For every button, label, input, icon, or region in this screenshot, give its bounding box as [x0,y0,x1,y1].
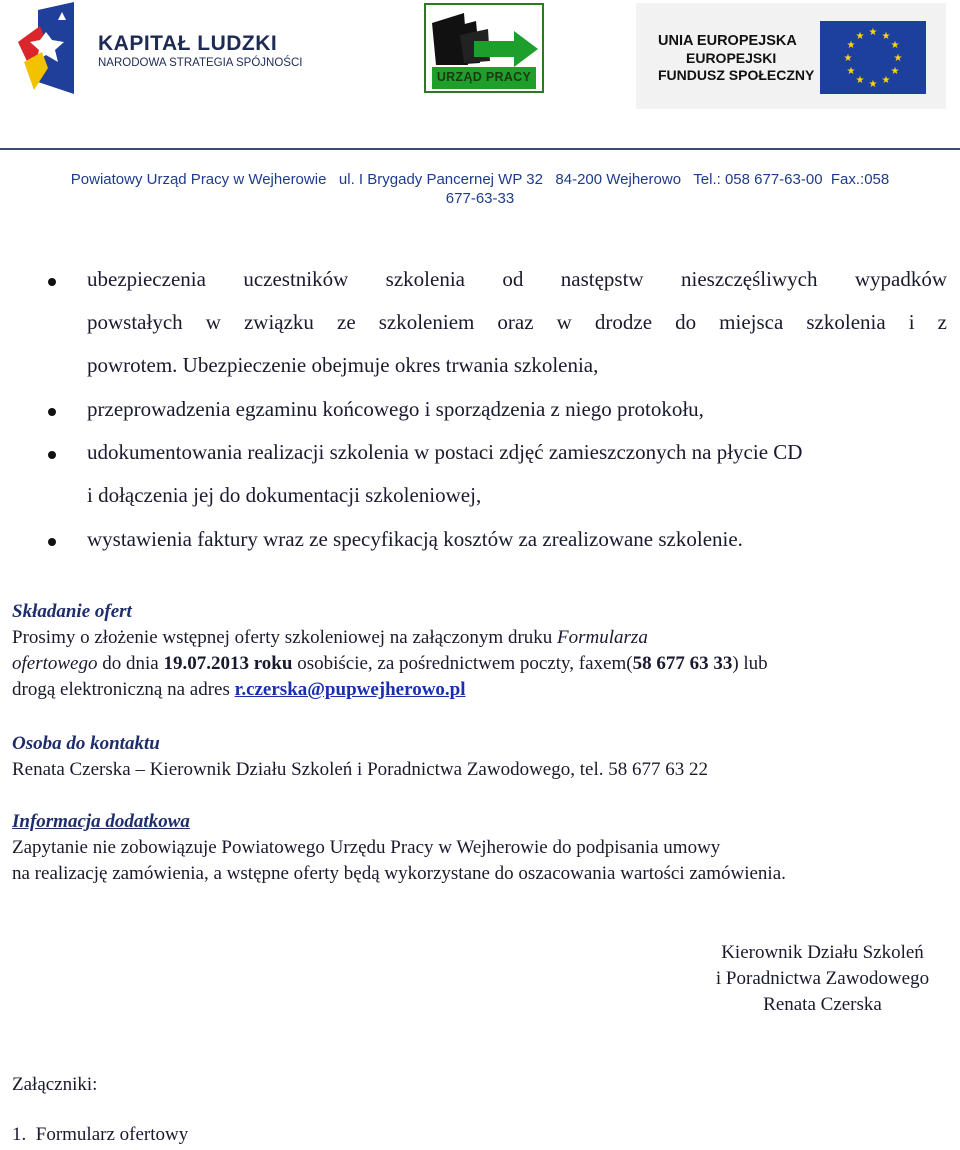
svg-text:★: ★ [868,79,878,90]
info-section [12,809,950,887]
header-divider [0,148,960,150]
contact-line-1: Powiatowy Urząd Pracy w Wejherowie ul. I Brygady Pancernej WP 32 84-200 Wejherowo Tel.: 058 677-63-00 Fax.:058 [70,171,890,188]
logo-bar [0,0,960,118]
info-text-1: Zapytanie nie zobowiązuje Powiatowego Urzędu Pracy w Wejherowie do podpisania umowy [12,837,721,858]
svg-text:★: ★ [890,40,900,51]
svg-text:★: ★ [868,27,878,38]
signature-line-1: Kierownik Działu Szkoleń [721,942,924,963]
list-item-text: ubezpieczenia uczestników szkolenia od następstw nieszczęśliwych wypadków [87,267,947,291]
contact-title: Osoba do kontaktu [12,733,160,754]
svg-text:★: ★ [890,66,900,77]
bullet-icon [48,408,56,416]
offers-text: osobiście, za pośrednictwem poczty, faxem( [292,653,633,674]
kapital-ludzki-logo [18,2,318,102]
attachments-title: Załączniki: [12,1074,98,1095]
offers-form-name-cont: ofertowego [12,653,98,674]
kapital-ludzki-emblem-icon [18,2,80,98]
signature-block [690,940,955,1018]
signature-name: Renata Czerska [763,994,882,1015]
svg-text:★: ★ [893,53,903,64]
list-item-text: wystawienia faktury wraz ze specyfikacją kosztów za zrealizowane szkolenie. [87,527,743,551]
svg-text:★: ★ [855,75,865,86]
ue-line1: UNIA EUROPEJSKA [658,33,797,49]
list-item-text: powstałych w związku ze szkoleniem oraz w drodze do miejsca szkolenia i z [87,310,947,334]
eu-flag-icon [820,21,926,94]
offers-fax: 58 677 63 33 [632,653,733,674]
offers-form-name: Formularza [557,627,648,648]
offers-text: do dnia [97,653,164,674]
attachment-item: 1. Formularz ofertowy [12,1124,189,1145]
offers-section [12,599,950,703]
svg-text:★: ★ [846,66,856,77]
contact-text: Renata Czerska – Kierownik Działu Szkoleń i Poradnictwa Zawodowego, tel. 58 677 63 22 [12,759,708,780]
bullet-icon [48,538,56,546]
svg-text:★: ★ [855,31,865,42]
svg-text:★: ★ [881,31,891,42]
signature-line-2: i Poradnictwa Zawodowego [715,968,930,989]
office-contact-header [0,170,960,208]
offers-text: ) lub [732,653,768,674]
svg-text:★: ★ [843,53,853,64]
ue-line3: FUNDUSZ SPOŁECZNY [658,67,815,83]
offers-text: Prosimy o złożenie wstępnej oferty szkoleniowej na załączonym druku [12,627,558,648]
email-link[interactable]: r.czerska@pupwejherowo.pl [234,679,466,700]
list-item-text: udokumentowania realizacji szkolenia w postaci zdjęć zamieszczonych na płycie CD [87,440,803,464]
kapital-ludzki-title: KAPITAŁ LUDZKI [98,32,278,55]
offers-title: Składanie ofert [12,601,132,622]
bullet-icon [48,451,56,459]
list-item-text: i dołączenia jej do dokumentacji szkoleniowej, [87,483,482,507]
list-item-text: przeprowadzenia egzaminu końcowego i sporządzenia z niego protokołu, [87,397,704,421]
ue-line2: EUROPEJSKI [686,50,777,66]
list-item-text: powrotem. Ubezpieczenie obejmuje okres trwania szkolenia, [87,353,599,377]
urzad-pracy-caption: URZĄD PRACY [436,70,532,84]
kapital-ludzki-subtitle: NARODOWA STRATEGIA SPÓJNOŚCI [98,57,303,69]
offers-deadline: 19.07.2013 roku [163,653,293,674]
info-title: Informacja dodatkowa [12,811,190,832]
info-text-2: na realizację zamówienia, a wstępne oferty będą wykorzystane do oszacowania wartości zamówienia. [12,863,786,884]
contact-section [12,731,950,783]
contact-line-2: 677-63-33 [445,190,515,207]
bullet-icon [48,278,56,286]
svg-text:★: ★ [846,40,856,51]
offers-text: drogą elektroniczną na adres [12,679,235,700]
attachments-section [12,1072,188,1148]
svg-text:★: ★ [881,75,891,86]
